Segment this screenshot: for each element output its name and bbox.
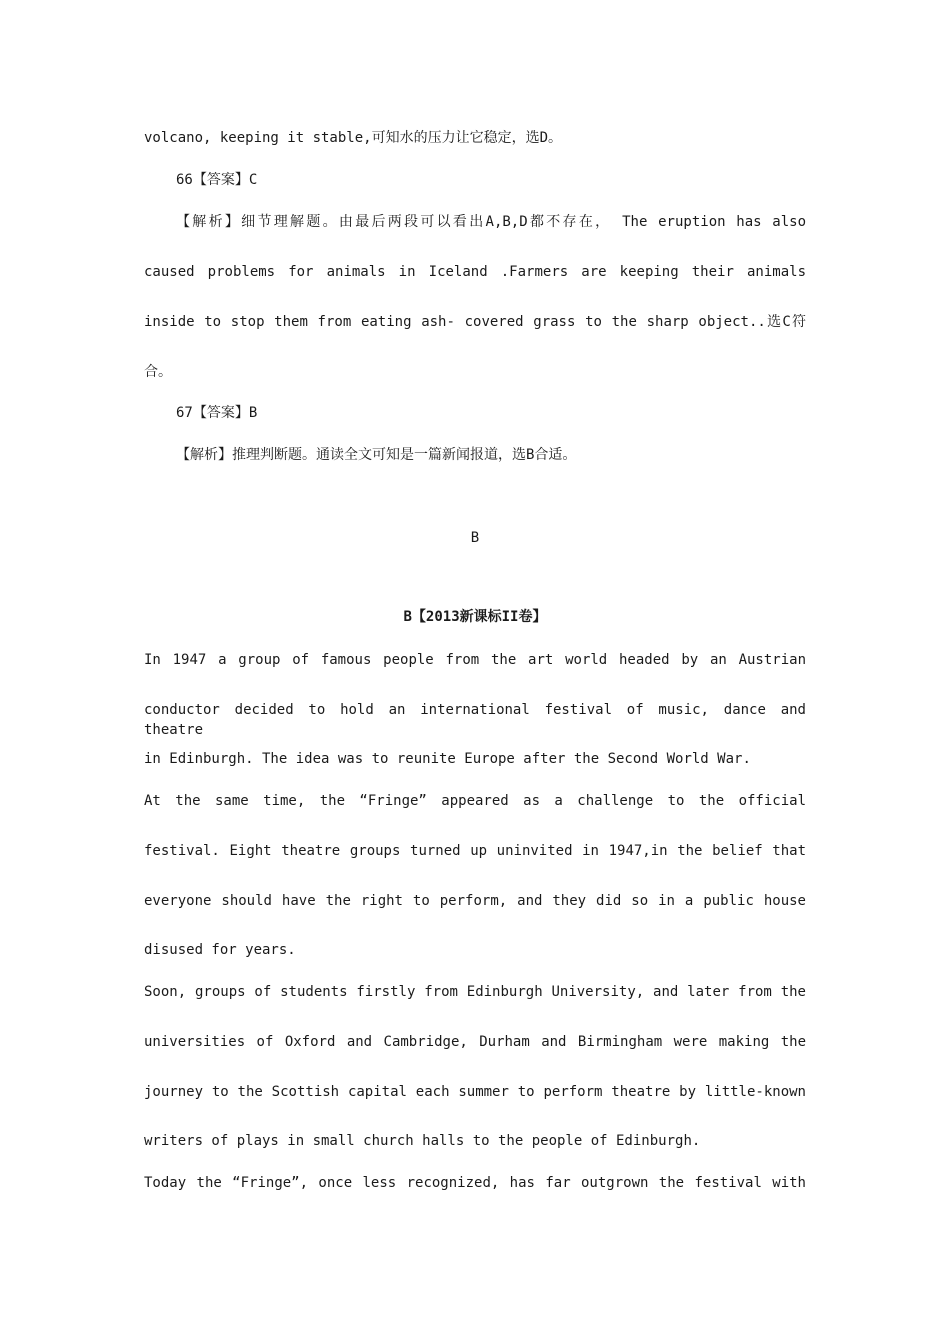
passage-p3-line-4: writers of plays in small church halls to the people of Edinburgh. bbox=[144, 1133, 701, 1149]
analysis-67: 【解析】推理判断题。通读全文可知是一篇新闻报道，选B合适。 bbox=[176, 447, 577, 463]
passage-p2-line-2: festival. Eight theatre groups turned up uninvited in 1947,in the belief that bbox=[144, 843, 806, 859]
passage-title: B【2013新课标II卷】 bbox=[403, 609, 547, 625]
passage-p2-line-4: disused for years. bbox=[144, 942, 296, 958]
passage-p3-line-1: Soon, groups of students firstly from Edinburgh University, and later from the bbox=[144, 984, 806, 1000]
passage-p4-line-1: Today the “Fringe”, once less recognized, has far outgrown the festival with bbox=[144, 1175, 806, 1191]
analysis-66-line-1: 【解析】细节理解题。由最后两段可以看出A,B,D都不存在， The eruption has also bbox=[176, 214, 806, 230]
analysis-66-line-2: caused problems for animals in Iceland .Farmers are keeping their animals bbox=[144, 264, 806, 280]
passage-p1-line-2: conductor decided to hold an international festival of music, dance and theatre bbox=[144, 702, 806, 738]
passage-p2-line-1: At the same time, the “Fringe” appeared as a challenge to the official bbox=[144, 793, 806, 809]
answer-67: 67【答案】B bbox=[176, 405, 258, 421]
passage-p3-line-2: universities of Oxford and Cambridge, Durham and Birmingham were making the bbox=[144, 1034, 806, 1050]
answer-66: 66【答案】C bbox=[176, 172, 258, 188]
section-heading: B bbox=[470, 530, 480, 546]
analysis-66-line-3: inside to stop them from eating ash- covered grass to the sharp object..选C符 bbox=[144, 314, 806, 330]
passage-p1-line-1: In 1947 a group of famous people from the art world headed by an Austrian bbox=[144, 652, 806, 668]
passage-p1-line-3: in Edinburgh. The idea was to reunite Europe after the Second World War. bbox=[144, 751, 751, 767]
line-1: volcano, keeping it stable,可知水的压力让它稳定，选D。 bbox=[144, 130, 563, 146]
analysis-66-line-4: 合。 bbox=[144, 364, 172, 380]
passage-p2-line-3: everyone should have the right to perform, and they did so in a public house bbox=[144, 893, 806, 909]
passage-p3-line-3: journey to the Scottish capital each summer to perform theatre by little-known bbox=[144, 1084, 806, 1100]
